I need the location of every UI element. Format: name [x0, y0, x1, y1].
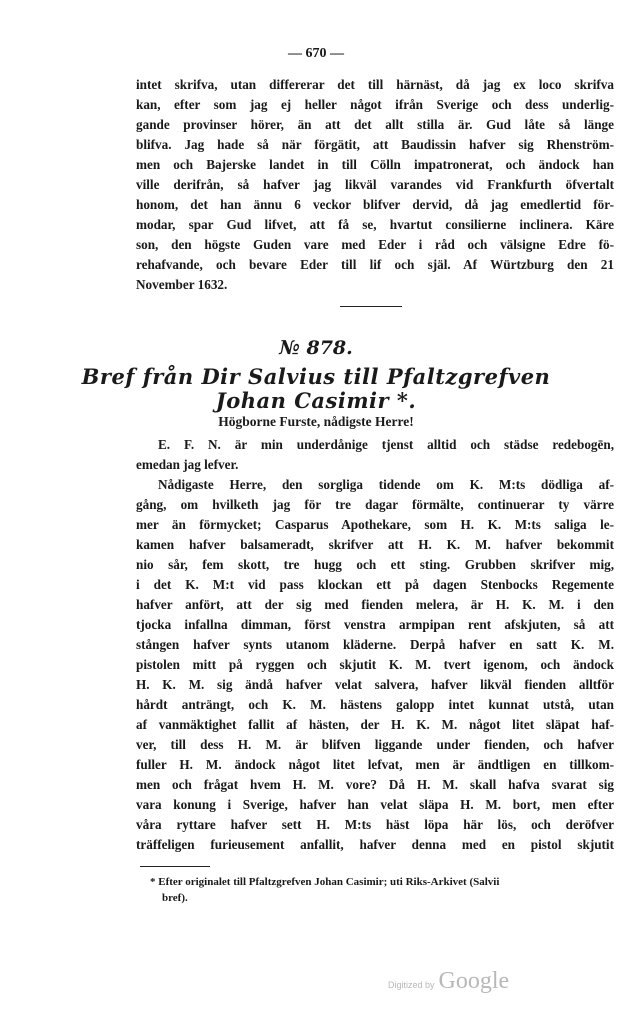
salutation: Högborne Furste, nådigste Herre! [218, 414, 414, 429]
footnote-line: * Efter originalet till Pfaltzgrefven Johan Casimir; uti Riks-Arkivet (Salvii [150, 876, 500, 888]
text-line: stången hafver synts utanom kläderne. Derpå hafver en satt K. M. [136, 637, 614, 652]
letter-title: Bref från Dir Salvius till Pfaltzgrefven [81, 364, 551, 389]
text-line: hårdt anträngt, och K. M. hästens galopp intet kunnat utstå, utan [136, 697, 614, 712]
text-line: våra ryttare hafver sett H. M:ts häst löpa här lös, och deröfver [136, 817, 614, 832]
text-line: af vanmäktighet fallit af hästen, der H. K. M. något litet släpat haf- [136, 717, 614, 732]
section-divider [340, 306, 402, 307]
text-line: gång, om hvilketh jag för tre dagar förmälte, continuerar ty värre [136, 497, 614, 512]
text-line: mer än förmycket; Casparus Apothekare, som H. K. M:ts saliga le- [136, 517, 614, 532]
text-line: vara konung i Sverige, hafver han velat släpa H. M. bort, men efter [136, 797, 614, 812]
letter-title: Johan Casimir *. [215, 388, 417, 413]
footnote-divider [140, 866, 210, 867]
text-line: kamen hafver balsameradt, skrifver att H. K. M. hafver bekommit [136, 537, 614, 552]
text-line: blifva. Jag hade så när förgätit, att Baudissin hafver sig Rhenström- [136, 137, 614, 152]
letter-number: № 878. [279, 337, 353, 359]
text-line: träffeligen furieusement anfallit, hafver denna med en pistol skjutit [136, 837, 614, 852]
watermark-prefix: Digitized by [388, 980, 435, 990]
text-line: men och Bajerske landet in till Cölln impatronerat, och ändock han [136, 157, 614, 172]
text-line: honom, det han ännu 6 veckor blifver dervid, då jag emedlertid för- [136, 197, 614, 212]
google-logo: Google [438, 968, 510, 994]
digitized-watermark [388, 968, 509, 995]
text-line: men och frågat hvem H. M. vore? Då H. M. skall hafva svarat sig [136, 777, 614, 792]
text-line: November 1632. [136, 277, 228, 292]
text-line: H. K. M. sig ändå hafver velat salvera, hafver likväl fienden alltför [136, 677, 614, 692]
text-line: E. F. N. är min underdånige tjenst alltid och städse redebogēn, [158, 437, 614, 452]
text-line: fuller H. M. ändock något litet lefvat, men är ändtligen en tillkom- [136, 757, 614, 772]
text-line: nio sår, fem skott, tre hugg och ett sting. Grubben skrifver mig, [136, 557, 614, 572]
text-line: gande provinser hörer, än att det allt stilla är. Gud låte så länge [136, 117, 614, 132]
page-number: — 670 — [288, 46, 344, 61]
text-line: i det K. M:t vid pass klockan ett på dagen Stenbocks Regemente [136, 577, 614, 592]
text-line: ver, till dess H. M. är blifven liggande under fienden, och hafver [136, 737, 614, 752]
text-line: emedan jag lefver. [136, 457, 239, 472]
text-line: rehafvande, och bevare Eder till lif och själ. Af Würtzburg den 21 [136, 257, 614, 272]
text-line: kan, efter som jag ej heller något ifrån Sverige och dess underlig- [136, 97, 614, 112]
text-line: ville derifrån, så hafver jag likväl varandes vid Frankfurth öfvertalt [136, 177, 614, 192]
text-line: intet skrifva, utan differerar det till härnäst, då jag ex loco skrifva [136, 77, 614, 92]
text-line: son, den högste Guden vare med Eder i råd och välsigne Edre fö- [136, 237, 614, 252]
text-line: hafver anfört, att der sig med fienden melera, är H. K. M. i den [136, 597, 614, 612]
text-line: pistolen mitt på ryggen och skjutit K. M. tvert igenom, och ändock [136, 657, 614, 672]
footnote-line: bref). [162, 892, 188, 904]
text-line: modar, spar Gud lifvet, att få se, hvartut consilierne inclinera. Käre [136, 217, 614, 232]
text-line: Nådigaste Herre, den sorgliga tidende om K. M:ts dödliga af- [158, 477, 614, 492]
text-line: tjocka infallna dimman, först venstra armpipan rent afskjuten, så att [136, 617, 614, 632]
